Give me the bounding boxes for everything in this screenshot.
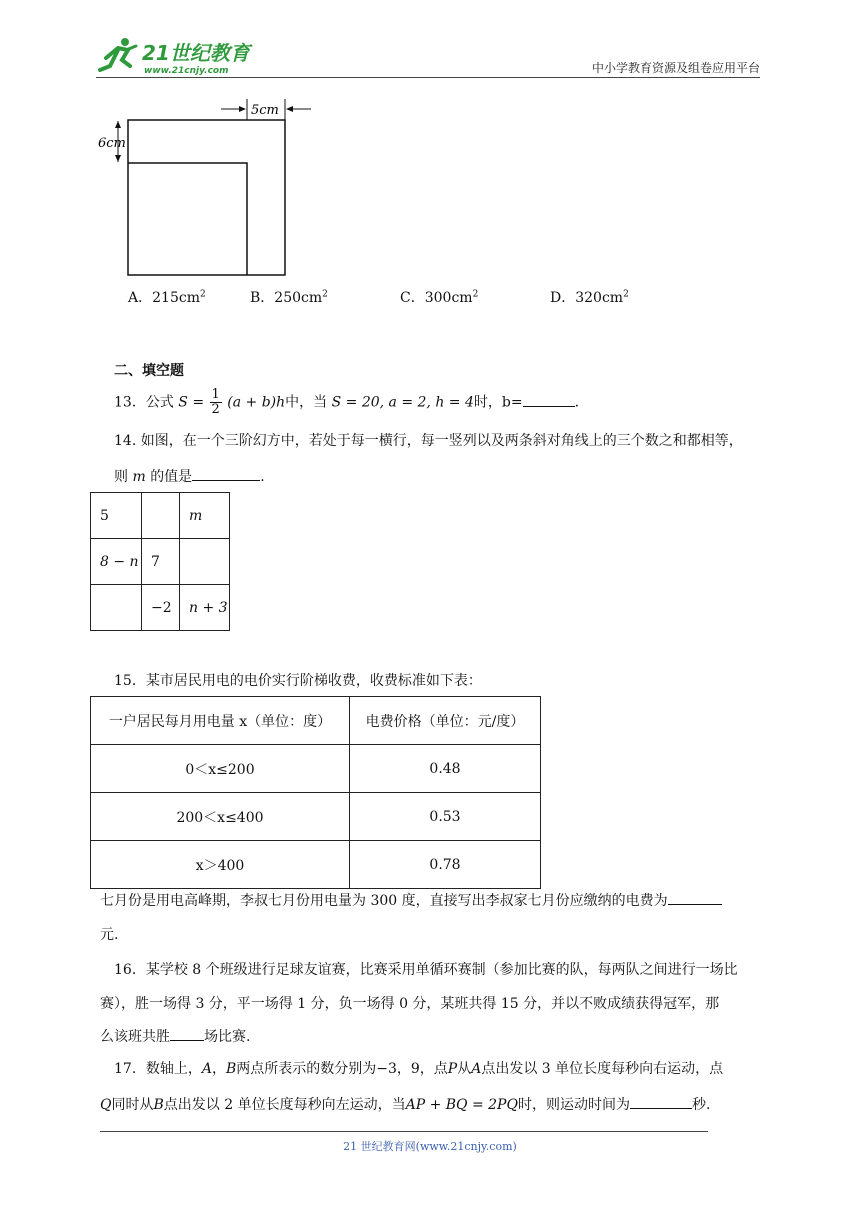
height-label: 6cm bbox=[98, 136, 126, 151]
table-row bbox=[91, 697, 541, 745]
q13-suffix: 时，b= bbox=[473, 394, 523, 411]
runner-icon bbox=[100, 38, 136, 70]
table-cell: 200＜x≤400 bbox=[91, 793, 350, 841]
table-row bbox=[91, 793, 541, 841]
table-header-cell: 电费价格（单位：元/度） bbox=[350, 697, 541, 745]
section-title: 二、填空题 bbox=[114, 363, 184, 379]
logo-title: 21世纪教育 bbox=[142, 41, 250, 65]
q13-condition: S = 20, a = 2, h = 4 bbox=[331, 394, 474, 411]
q14-line-1: 14. 如图，在一个三阶幻方中，若处于每一横行，每一竖列以及两条斜对角线上的三个数之和都相等， bbox=[114, 433, 743, 449]
choice-a-value: 215cm bbox=[152, 290, 200, 306]
q16-line-3 bbox=[100, 1026, 250, 1047]
q13-end: . bbox=[574, 394, 580, 411]
q17-point-p: P bbox=[447, 1061, 458, 1077]
footer-link[interactable]: 21 世纪教育网(www.21cnjy.com) bbox=[343, 1140, 517, 1153]
table-row bbox=[91, 841, 541, 889]
choice-c-sup: 2 bbox=[472, 289, 479, 300]
table-row bbox=[91, 585, 230, 631]
q17-text: 点出发以 3 单位长度每秒向右运动，点 bbox=[481, 1061, 724, 1077]
table-row bbox=[91, 493, 230, 539]
q17-text: ，点 bbox=[419, 1061, 448, 1077]
q17-text: 时，则运动时间为 bbox=[517, 1097, 630, 1113]
q17-text: 17．数轴上， bbox=[114, 1061, 202, 1077]
outer-square bbox=[128, 120, 285, 275]
q17-text: ， bbox=[211, 1061, 226, 1077]
magic-square-table bbox=[90, 492, 230, 631]
choice-a[interactable] bbox=[128, 287, 206, 307]
q15-intro: 15．某市居民用电的电价实行阶梯收费，收费标准如下表： bbox=[114, 673, 482, 689]
choice-d-value: 320cm bbox=[575, 290, 624, 306]
choice-d[interactable] bbox=[550, 287, 629, 307]
q13-formula-lhs: S = bbox=[178, 394, 205, 411]
question-13 bbox=[114, 388, 579, 417]
q15-answer-blank[interactable] bbox=[668, 890, 722, 905]
q13-number: 13． bbox=[114, 394, 146, 411]
inner-square bbox=[128, 163, 247, 275]
q14-end: . bbox=[260, 469, 265, 485]
q14-var: m bbox=[132, 469, 146, 485]
table-header-cell: 一户居民每月用电量 x（单位：度） bbox=[91, 697, 350, 745]
site-logo bbox=[96, 36, 261, 78]
logo-url: www.21cnjy.com bbox=[144, 66, 229, 76]
magic-cell: 5 bbox=[91, 493, 142, 539]
q17-point-b: B bbox=[153, 1097, 164, 1113]
q14-suffix: 的值是 bbox=[150, 469, 193, 485]
magic-cell: −2 bbox=[142, 585, 180, 631]
choice-a-sup: 2 bbox=[199, 289, 206, 300]
magic-cell: m bbox=[180, 493, 230, 539]
q16-line-1: 16．某学校 8 个班级进行足球友谊赛，比赛采用单循环赛制（参加比赛的队，每两队之间进行一场比 bbox=[114, 962, 738, 978]
q17-text: 从 bbox=[457, 1061, 472, 1077]
choice-c-letter: C． bbox=[400, 290, 425, 306]
table-cell: 0.53 bbox=[350, 793, 541, 841]
header-platform-name: 中小学教育资源及组卷应用平台 bbox=[591, 61, 760, 75]
table-cell: 0.48 bbox=[350, 745, 541, 793]
footer-divider bbox=[100, 1131, 708, 1132]
q17-line-2 bbox=[100, 1094, 710, 1115]
q17-numbers: −3，9 bbox=[376, 1061, 420, 1077]
q15-after-text: 七月份是用电高峰期，李叔七月份用电量为 300 度，直接写出李叔家七月份应缴纳的电费为 bbox=[100, 893, 668, 909]
q17-point-b: B bbox=[225, 1061, 237, 1077]
magic-cell: 7 bbox=[142, 539, 180, 585]
q17-line-1 bbox=[114, 1059, 723, 1079]
choice-b-letter: B． bbox=[250, 290, 275, 306]
table-row bbox=[91, 745, 541, 793]
q13-answer-blank[interactable] bbox=[523, 392, 575, 407]
magic-cell bbox=[91, 585, 142, 631]
choice-c-value: 300cm bbox=[424, 290, 473, 306]
magic-cell bbox=[142, 493, 180, 539]
q16-prefix: 么该班共胜 bbox=[100, 1029, 170, 1045]
q14-prefix: 则 bbox=[114, 469, 128, 485]
q17-text: 同时从 bbox=[111, 1097, 154, 1113]
q15-after-line-2: 元. bbox=[100, 927, 119, 943]
choice-b[interactable] bbox=[250, 287, 328, 307]
table-cell: 0＜x≤200 bbox=[91, 745, 350, 793]
choice-d-sup: 2 bbox=[623, 289, 629, 300]
choice-a-letter: A． bbox=[128, 290, 153, 306]
electricity-price-table bbox=[90, 696, 541, 889]
q13-prefix: 公式 bbox=[145, 394, 174, 411]
q17-text: 两点所表示的数分别为 bbox=[236, 1061, 377, 1077]
q13-frac-den: 2 bbox=[211, 402, 220, 417]
table-cell: x＞400 bbox=[91, 841, 350, 889]
q14-line-2 bbox=[114, 466, 265, 487]
table-cell: 0.78 bbox=[350, 841, 541, 889]
q14-answer-blank[interactable] bbox=[192, 466, 260, 481]
q13-mid: 中，当 bbox=[285, 394, 328, 411]
q15-after-line-1 bbox=[100, 890, 722, 911]
q17-answer-blank[interactable] bbox=[630, 1094, 692, 1109]
q17-point-q: Q bbox=[100, 1097, 112, 1113]
q16-suffix: 场比赛. bbox=[204, 1029, 251, 1045]
magic-cell: 8 − n bbox=[91, 539, 142, 585]
q16-line-2: 赛），胜一场得 3 分，平一场得 1 分，负一场得 0 分，某班共得 15 分，并以不败成绩获得冠军，那 bbox=[100, 996, 720, 1012]
q17-equation: AP + BQ = 2PQ bbox=[405, 1097, 518, 1113]
q17-point-a: A bbox=[471, 1061, 482, 1077]
width-label: 5cm bbox=[251, 103, 279, 118]
q17-point-a: A bbox=[201, 1061, 212, 1077]
choice-b-value: 250cm bbox=[274, 290, 323, 306]
q13-formula-rhs: (a + b)h bbox=[227, 394, 286, 411]
magic-cell: n + 3 bbox=[180, 585, 230, 631]
table-row bbox=[91, 539, 230, 585]
choice-b-sup: 2 bbox=[322, 289, 328, 300]
square-diagram bbox=[96, 97, 326, 282]
q16-answer-blank[interactable] bbox=[170, 1026, 204, 1041]
q13-frac-num: 1 bbox=[211, 387, 220, 402]
choice-c[interactable] bbox=[400, 287, 478, 307]
q13-fraction bbox=[210, 388, 222, 417]
magic-cell bbox=[180, 539, 230, 585]
q17-text: 点出发以 2 单位长度每秒向左运动，当 bbox=[163, 1097, 406, 1113]
q17-text: 秒. bbox=[691, 1097, 711, 1113]
choice-d-letter: D． bbox=[550, 290, 576, 306]
header-divider bbox=[96, 77, 760, 78]
